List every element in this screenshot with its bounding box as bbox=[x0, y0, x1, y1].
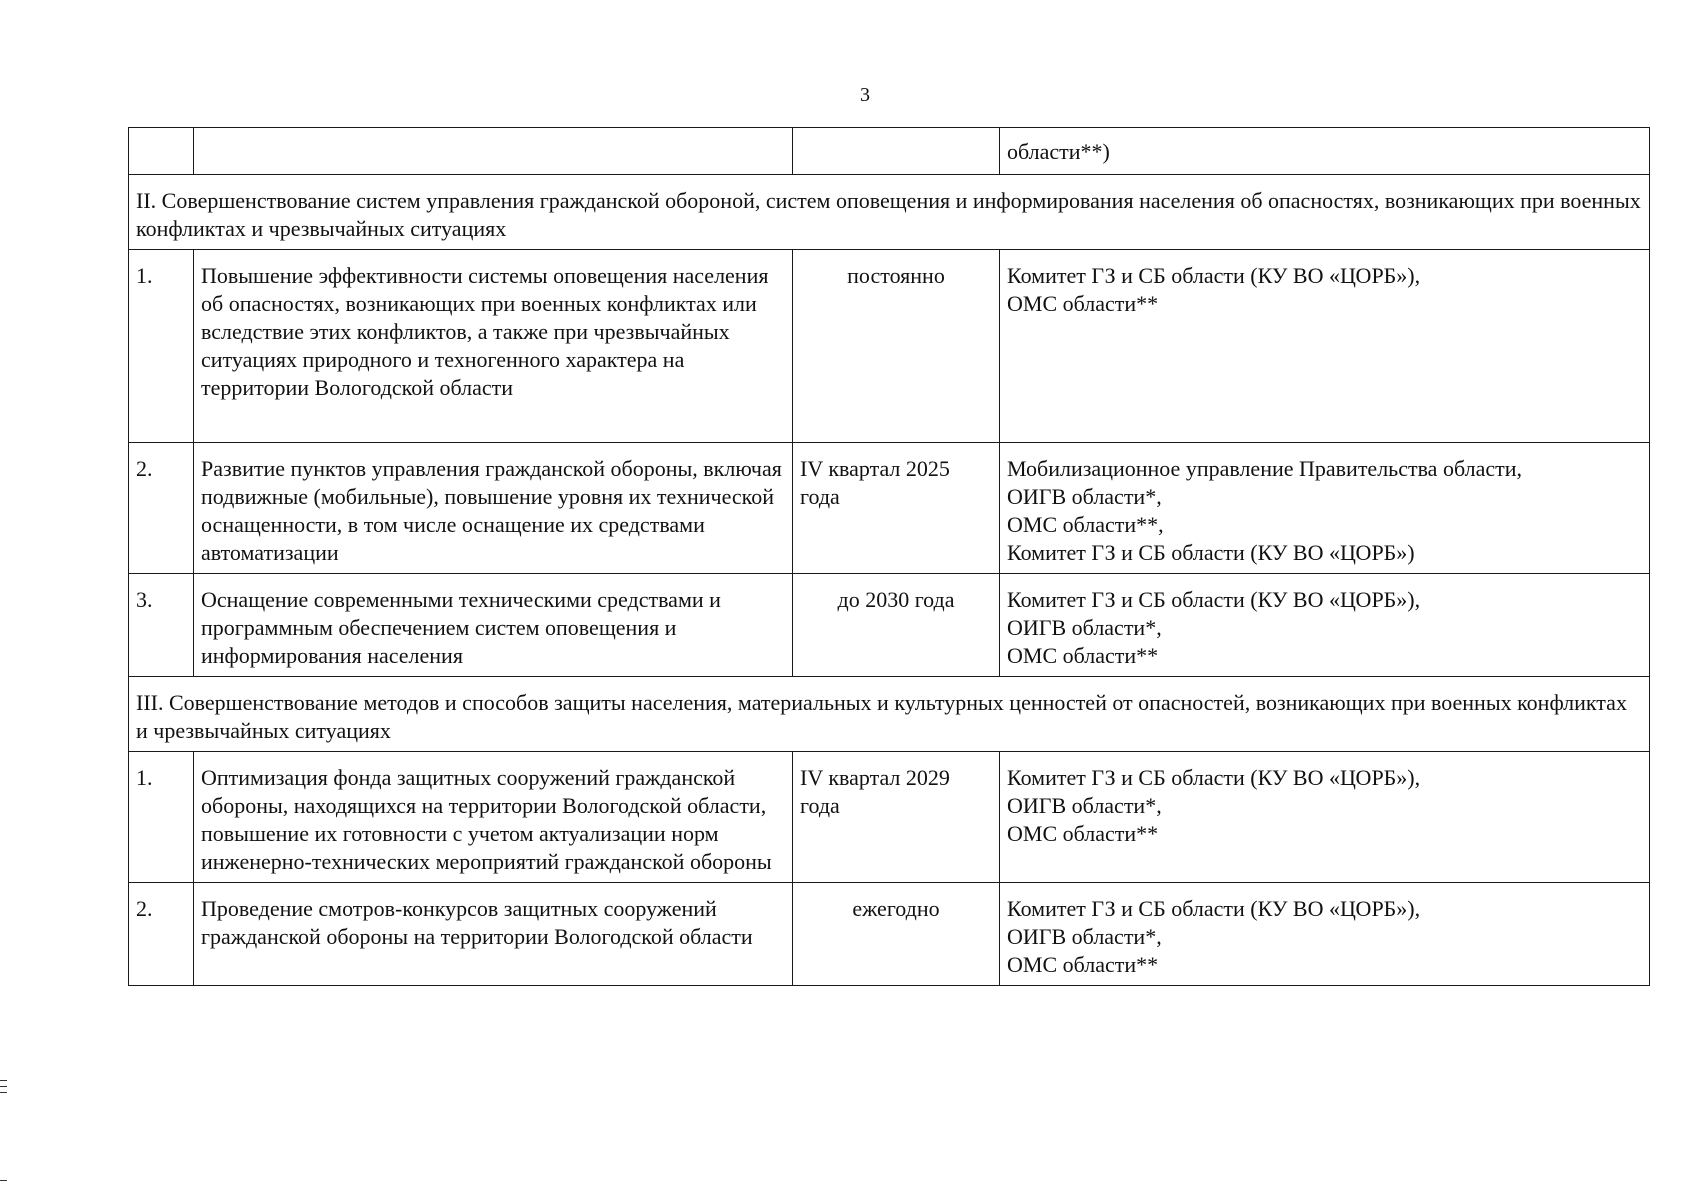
row-number: 3. bbox=[129, 574, 194, 677]
executor-line: Комитет ГЗ и СБ области (КУ ВО «ЦОРБ»), bbox=[1007, 263, 1421, 288]
activity-cell: Оптимизация фонда защитных сооружений гражданской обороны, находящихся на территории Вологодской области, повышение их готовности с учетом актуализации норм инженерно-технических мероприятий гражданской обороны bbox=[194, 752, 793, 883]
executor-line: ОМС области** bbox=[1007, 643, 1159, 668]
executor-cell bbox=[1000, 443, 1650, 574]
table-row bbox=[129, 250, 1650, 443]
row-number: 2. bbox=[129, 883, 194, 986]
activity-cell: Развитие пунктов управления гражданской обороны, включая подвижные (мобильные), повышение уровня их технической оснащенности, в том числе оснащение их средствами автоматизации bbox=[194, 443, 793, 574]
activity-cell: Оснащение современными техническими средствами и программным обеспечением систем оповещения и информирования населения bbox=[194, 574, 793, 677]
executor-line: Комитет ГЗ и СБ области (КУ ВО «ЦОРБ»), bbox=[1007, 896, 1421, 921]
executor-cell bbox=[1000, 883, 1650, 986]
measures-table bbox=[128, 127, 1650, 986]
deadline-cell: постоянно bbox=[793, 250, 1000, 443]
executor-line: Комитет ГЗ и СБ области (КУ ВО «ЦОРБ»), bbox=[1007, 765, 1421, 790]
scan-margin-mark bbox=[0, 1092, 7, 1093]
deadline-cell: ежегодно bbox=[793, 883, 1000, 986]
executor-line: ОМС области** bbox=[1007, 821, 1159, 846]
empty-cell bbox=[129, 128, 194, 175]
continuation-row bbox=[129, 128, 1650, 175]
section-header-row bbox=[129, 175, 1650, 250]
page-number: 3 bbox=[860, 84, 870, 106]
table-row bbox=[129, 883, 1650, 986]
executor-line: ОИГВ области*, bbox=[1007, 924, 1162, 949]
executor-line: ОМС области**, bbox=[1007, 512, 1164, 537]
executor-line: ОМС области** bbox=[1007, 952, 1159, 977]
activity-cell: Повышение эффективности системы оповещения населения об опасностях, возникающих при военных конфликтах или вследствие этих конфликтов, а также при чрезвычайных ситуациях природного и техногенного характера на территории Вологодской области bbox=[194, 250, 793, 443]
scan-margin-mark bbox=[0, 1180, 7, 1181]
executor-cell bbox=[1000, 752, 1650, 883]
section-header-row bbox=[129, 677, 1650, 752]
section-title: III. Совершенствование методов и способов защиты населения, материальных и культурных ценностей от опасностей, возникающих при военных конфликтах и чрезвычайных ситуациях bbox=[129, 677, 1650, 752]
deadline-cell: IV квартал 2029 года bbox=[793, 752, 1000, 883]
section-title: II. Совершенствование систем управления гражданской обороной, систем оповещения и информирования населения об опасностях, возникающих при военных конфликтах и чрезвычайных ситуациях bbox=[129, 175, 1650, 250]
table-row bbox=[129, 752, 1650, 883]
row-number: 2. bbox=[129, 443, 194, 574]
scan-margin-mark bbox=[0, 1080, 7, 1081]
executor-line: Мобилизационное управление Правительства области, bbox=[1007, 456, 1522, 481]
table-row bbox=[129, 443, 1650, 574]
deadline-cell: IV квартал 2025 года bbox=[793, 443, 1000, 574]
executor-line: Комитет ГЗ и СБ области (КУ ВО «ЦОРБ») bbox=[1007, 540, 1415, 565]
executor-cell bbox=[1000, 574, 1650, 677]
executor-line: ОИГВ области*, bbox=[1007, 484, 1162, 509]
row-number: 1. bbox=[129, 250, 194, 443]
deadline-cell: до 2030 года bbox=[793, 574, 1000, 677]
activity-cell: Проведение смотров-конкурсов защитных сооружений гражданской обороны на территории Вологодской области bbox=[194, 883, 793, 986]
row-number: 1. bbox=[129, 752, 194, 883]
empty-cell bbox=[793, 128, 1000, 175]
executor-line: ОИГВ области*, bbox=[1007, 615, 1162, 640]
executor-cell: области**) bbox=[1000, 128, 1650, 175]
executor-line: Комитет ГЗ и СБ области (КУ ВО «ЦОРБ»), bbox=[1007, 587, 1421, 612]
table-row bbox=[129, 574, 1650, 677]
scan-margin-mark bbox=[0, 1086, 7, 1087]
executor-line: ОМС области** bbox=[1007, 291, 1159, 316]
executor-line: ОИГВ области*, bbox=[1007, 793, 1162, 818]
executor-cell bbox=[1000, 250, 1650, 443]
empty-cell bbox=[194, 128, 793, 175]
